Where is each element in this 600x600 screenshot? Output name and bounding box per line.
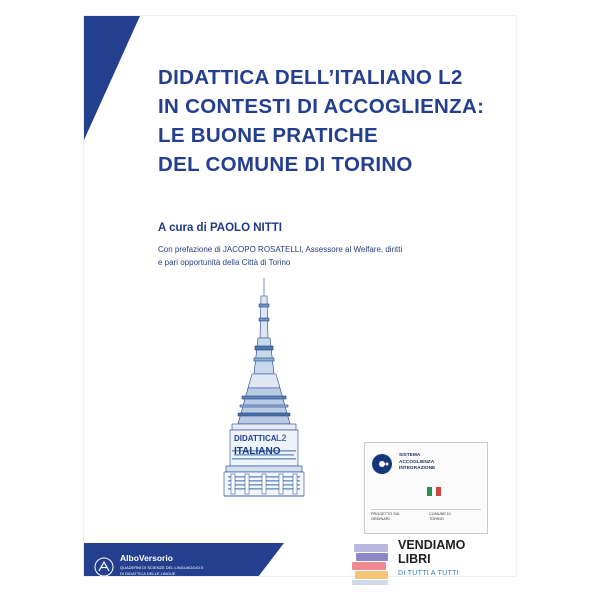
vendiamo-libri-badge — [352, 538, 522, 588]
mole-word-didattica: DIDATTICA — [234, 434, 277, 443]
book-title-line-3: LE BUONE PRATICHE — [158, 124, 378, 147]
vendiamo-tagline: DI TUTTI A TUTTI — [398, 570, 459, 577]
sai-name — [399, 453, 483, 473]
publisher-series-line-1: QUADERNI DI SCIENZE DEL LINGUAGGIO E — [120, 565, 204, 570]
sai-name-line-2: ACCOGLIENZA — [399, 459, 435, 465]
preface-line-1: Con prefazione di JACOPO ROSATELLI, Assessore al Welfare, diritti — [158, 245, 403, 254]
book-cover — [84, 16, 516, 576]
sai-circle-logo-icon — [371, 453, 393, 475]
book-editor: A cura di PAOLO NITTI — [158, 222, 282, 234]
sai-info-cell-1: PROGETTO SAI — [371, 512, 400, 516]
book-stack-icon — [352, 542, 392, 586]
sai-info-cell-4: TORINO — [429, 517, 444, 521]
sai-info-row — [371, 509, 481, 528]
book-title-line-1: DIDATTICA DELL’ITALIANO L2 — [158, 66, 463, 89]
publisher-name: AlboVersorio — [120, 553, 173, 563]
book-title — [158, 63, 508, 179]
italian-flag-icon — [427, 487, 441, 496]
vendiamo-line-1: VENDIAMO — [398, 538, 466, 552]
preface-line-2: e pari opportunità della Città di Torino — [158, 258, 291, 267]
book-preface-credit — [158, 243, 458, 269]
sai-info-left — [371, 512, 421, 522]
publisher-series-line-2: DI DIDATTICA DELLE LINGUE — [120, 570, 176, 576]
vendiamo-line-2: LIBRI — [398, 551, 431, 566]
sai-info-right — [429, 512, 479, 522]
albo-versorio-logo-icon — [94, 557, 114, 576]
sai-logo-box — [364, 442, 488, 534]
sai-name-line-1: SISTEMA — [399, 453, 421, 458]
sai-name-line-3: INTEGRAZIONE — [399, 466, 436, 472]
sai-info-cell-2: COMUNE DI — [429, 512, 451, 516]
sai-info-cell-3: ORDINARI — [371, 517, 390, 521]
book-title-line-4: DEL COMUNE DI TORINO — [158, 153, 413, 176]
corner-triangle-decoration — [84, 16, 144, 146]
vendiamo-libri-title — [398, 539, 465, 566]
mole-word-italiano: ITALIANO — [234, 446, 281, 457]
mole-antonelliana-word-cloud-illustration — [204, 278, 324, 504]
publisher-series — [120, 565, 230, 576]
mole-word-l2: L2 — [276, 433, 287, 443]
book-title-line-2: IN CONTESTI DI ACCOGLIENZA: — [158, 95, 485, 118]
